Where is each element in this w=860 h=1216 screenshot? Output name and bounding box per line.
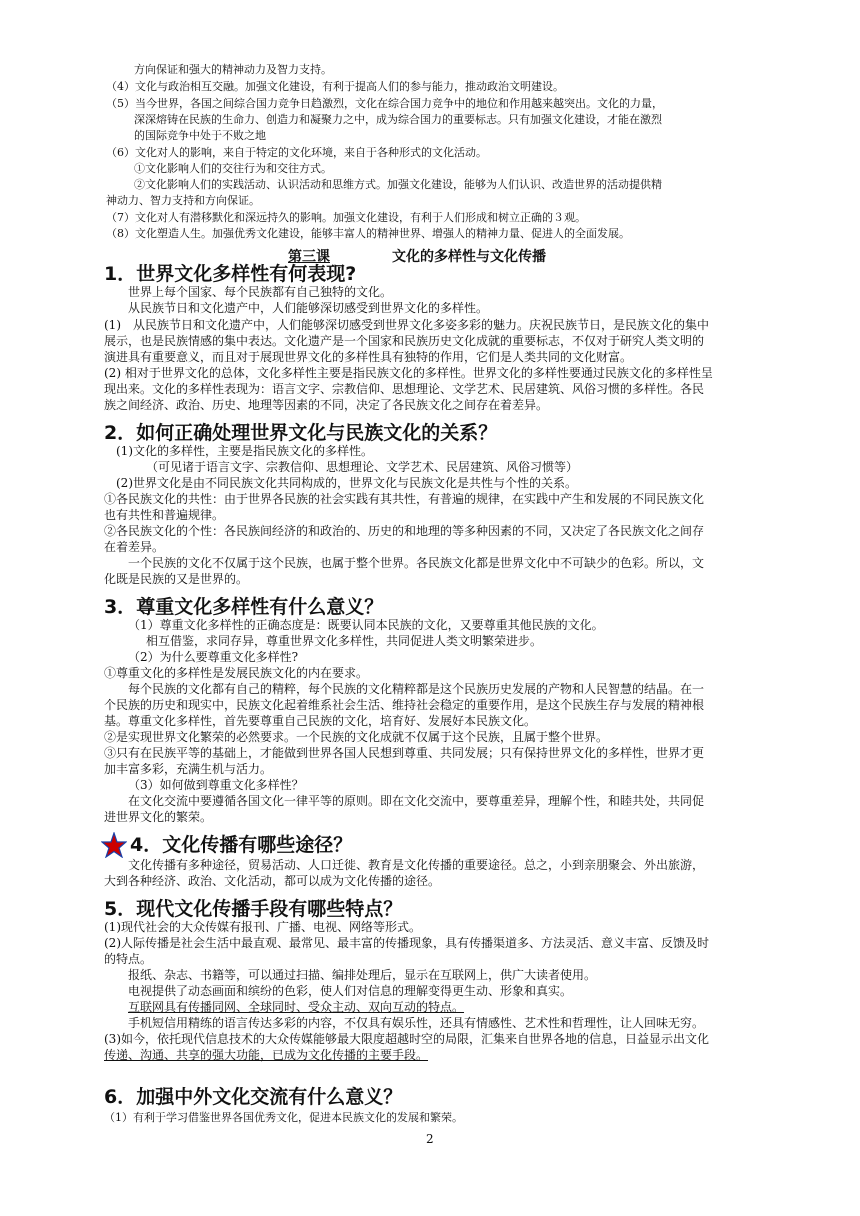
s1-line: 从民族节日和文化遗产中，人们能够深切感受到世界文化的多样性。 <box>128 301 489 315</box>
s2-line: (2)世界文化是由不同民族文化共同构成的，世界文化与民族文化是共性与个性的关系。 <box>116 476 578 490</box>
s3-line: 相互借鉴，求同存异，尊重世界文化多样性，共同促进人类文明繁荣进步。 <box>146 634 543 648</box>
s3-line: 在文化交流中要遵循各国文化一律平等的原则。即在文化交流中，要尊重差异，理解个性，和睦共处，共同促 <box>128 794 705 808</box>
s2-line: （可见诸于语言文字、宗教信仰、思想理论、文学艺术、民居建筑、风俗习惯等） <box>146 460 579 474</box>
s5-line: (2)人际传播是社会生活中最直观、最常见、最丰富的传播现象，具有传播渠道多、方法灵活、意义丰富、反馈及时 <box>104 936 710 950</box>
lesson-title: 文化的多样性与文化传播 <box>392 249 546 265</box>
s5-line: 传递、沟通、共享的强大功能，已成为文化传播的主要手段。 <box>104 1048 429 1062</box>
section-5-title: 5．现代文化传播手段有哪些特点？ <box>104 898 403 920</box>
s1-line: 展示，也是民族情感的集中表达。文化遗产是一个国家和民族历史文化成就的重要标志，不仅对于研究人类文明的 <box>104 334 705 348</box>
s3-line: （1）尊重文化多样性的正确态度是：既要认同本民族的文化，又要尊重其他民族的文化。 <box>128 618 604 632</box>
top-line: 的国际竞争中处于不败之地 <box>134 129 266 142</box>
top-line: 方向保证和强大的精神动力及智力支持。 <box>134 63 332 76</box>
section-3-title: 3．尊重文化多样性有什么意义？ <box>104 596 384 618</box>
s5-line: (1)现代社会的大众传媒有报刊、广播、电视、网络等形式。 <box>104 920 422 934</box>
s3-line: ②是实现世界文化繁荣的必然要求。一个民族的文化成就不仅属于这个民族，且属于整个世界。 <box>104 730 609 744</box>
s4-line: 大到各种经济、政治、文化活动，都可以成为文化传播的途径。 <box>104 874 441 888</box>
top-line: （6）文化对人的影响，来自于特定的文化环境，来自于各种形式的文化活动。 <box>106 146 487 159</box>
s3-line: （2）为什么要尊重文化多样性? <box>128 650 299 664</box>
lesson-number: 第三课 <box>288 249 330 265</box>
s5-line: 的特点。 <box>104 952 153 966</box>
s1-line: 演进具有重要意义，而且对于展现世界文化的多样性具有独特的作用，它们是人类共同的文化财富。 <box>104 350 633 364</box>
section-1-title: 1．世界文化多样性有何表现? <box>104 263 357 285</box>
s5-line: 电视提供了动态画面和缤纷的色彩，使人们对信息的理解变得更生动、形象和真实。 <box>128 984 573 998</box>
s3-line: ①尊重文化的多样性是发展民族文化的内在要求。 <box>104 666 369 680</box>
s1-line: 世界上每个国家、每个民族都有自己独特的文化。 <box>128 285 393 299</box>
s5-line: 互联网具有传播同网、全球同时、受众主动、双向互动的特点。 <box>128 1000 465 1014</box>
s3-line: 加丰富多彩，充满生机与活力。 <box>104 762 273 776</box>
s3-line: ③只有在民族平等的基础上，才能做到世界各国人民想到尊重、共同发展；只有保持世界文化的多样性，世界才更 <box>104 746 705 760</box>
s3-line: 基。尊重文化多样性，首先要尊重自己民族的文化，培育好、发展好本民族文化。 <box>104 714 537 728</box>
section-2-title: 2．如何正确处理世界文化与民族文化的关系？ <box>104 422 498 444</box>
page-number: 2 <box>426 1132 434 1146</box>
s2-line: ②各民族文化的个性：各民族间经济的和政治的、历史的和地理的等多种因素的不同，又决定了各民族文化之间存 <box>104 524 705 538</box>
top-line: （8）文化塑造人生。加强优秀文化建设，能够丰富人的精神世界、增强人的精神力量、促进人的全面发展。 <box>106 227 630 240</box>
s6-line: （1）有利于学习借鉴世界各国优秀文化，促进本民族文化的发展和繁荣。 <box>104 1111 463 1124</box>
section-4-title: 4．文化传播有哪些途径？ <box>130 834 353 856</box>
s1-line: 族之间经济、政治、历史、地理等因素的不同，决定了各民族文化之间存在着差异。 <box>104 398 549 412</box>
s2-line: 在着差异。 <box>104 540 165 554</box>
s1-line: 现出来。文化的多样性表现为：语言文字、宗教信仰、思想理论、文学艺术、民居建筑、风俗习惯的多样性。各民 <box>104 382 705 396</box>
top-line: （7）文化对人有潜移默化和深远持久的影响。加强文化建设，有利于人们形成和树立正确的３观。 <box>106 211 586 224</box>
s2-line: ①各民族文化的共性：由于世界各民族的社会实践有其共性，有普遍的规律，在实践中产生和发展的不同民族文化 <box>104 492 705 506</box>
s3-line: 个民族的历史和现实中，民族文化起着维系社会生活、维持社会稳定的重要作用，是这个民族生存与发展的精神根 <box>104 698 705 712</box>
top-line: （4）文化与政治相互交融。加强文化建设，有利于提高人们的参与能力，推动政治文明建设。 <box>106 80 564 93</box>
top-line: （5）当今世界，各国之间综合国力竞争日趋激烈，文化在综合国力竞争中的地位和作用越来越突出。文化的力量， <box>106 97 663 110</box>
s3-line: 进世界文化的繁荣。 <box>104 810 213 824</box>
s2-line: 化既是民族的又是世界的。 <box>104 572 249 586</box>
s2-line: (1)文化的多样性，主要是指民族文化的多样性。 <box>116 444 373 458</box>
s5-line: (3)如今，依托现代信息技术的大众传媒能够最大限度超越时空的局限，汇集来自世界各地的信息，日益显示出文化 <box>104 1032 710 1046</box>
star-icon <box>101 832 127 858</box>
top-line: 深深熔铸在民族的生命力、创造力和凝聚力之中，成为综合国力的重要标志。只有加强文化建设，才能在激烈 <box>134 113 662 126</box>
top-line: 神动力、智力支持和方向保证。 <box>106 194 260 207</box>
s1-line: (2) 相对于世界文化的总体，文化多样性主要是指民族文化的多样性。世界文化的多样性要通过民族文化的多样性呈 <box>104 366 713 380</box>
section-6-title: 6．加强中外文化交流有什么意义？ <box>104 1086 403 1108</box>
s5-line: 报纸、杂志、书籍等，可以通过扫描、编排处理后，显示在互联网上，供广大读者使用。 <box>128 968 597 982</box>
s5-line: 手机短信用精练的语言传达多彩的内容，不仅具有娱乐性，还具有情感性、艺术性和哲理性，让人回味无穷。 <box>128 1016 705 1030</box>
s3-line: 每个民族的文化都有自己的精粹，每个民族的文化精粹都是这个民族历史发展的产物和人民智慧的结晶。在一 <box>128 682 705 696</box>
s2-line: 一个民族的文化不仅属于这个民族，也属于整个世界。各民族文化都是世界文化中不可缺少的色彩。所以，文 <box>128 556 705 570</box>
top-line: ②文化影响人们的实践活动、认识活动和思维方式。加强文化建设，能够为人们认识、改造世界的活动提供精 <box>134 178 662 191</box>
s4-line: 文化传播有多种途径，贸易活动、人口迁徙、教育是文化传播的重要途径。总之，小到亲朋聚会、外出旅游， <box>128 858 705 872</box>
s3-line: （3）如何做到尊重文化多样性？ <box>128 778 304 792</box>
s2-line: 也有共性和普遍规律。 <box>104 508 225 522</box>
s1-line: (1) 从民族节日和文化遗产中，人们能够深切感受到世界文化多姿多彩的魅力。庆祝民族节日，是民族文化的集中 <box>104 318 710 332</box>
top-line: ①文化影响人们的交往行为和交往方式。 <box>134 162 332 175</box>
